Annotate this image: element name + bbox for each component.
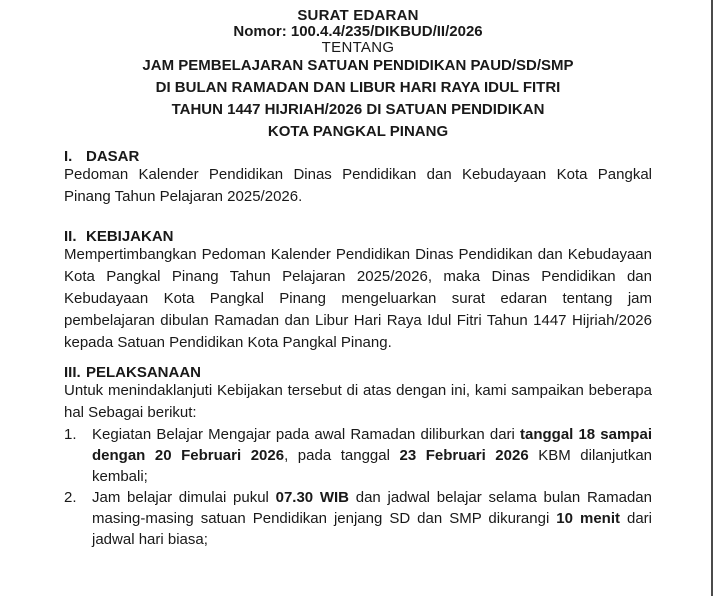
subject-line: JAM PEMBELAJARAN SATUAN PENDIDIKAN PAUD/SD/SMP (142, 57, 574, 74)
subject-block (64, 55, 652, 143)
section-heading-pelaksanaan (64, 365, 652, 380)
section-number: III. (64, 364, 81, 381)
section-pelaksanaan-paragraph: Untuk menindaklanjuti Kebijakan tersebut di atas dengan ini, kami sampaikan beberapa hal Sebagai berikut: (64, 382, 652, 421)
section-heading-kebijakan (64, 229, 652, 244)
tentang-label: TENTANG (321, 39, 395, 56)
document-number: Nomor: 100.4.4/235/DIKBUD/II/2026 (233, 23, 483, 40)
section-title: DASAR (86, 148, 140, 165)
section-kebijakan-paragraph: Mempertimbangkan Pedoman Kalender Pendidikan Dinas Pendidikan dan Kebudayaan Kota Pangkal Pinang Tahun Pelajaran 2025/2026, maka Dinas Pendidikan dan Kebudayaan Kota Pangkal Pinang mengeluarkan surat edaran tentang jam pembelajaran dibulan Ramadan dan Libur Hari Raya Idul Fitri Tahun 1447 Hijriah/2026 kepada Satuan Pendidikan Kota Pangkal Pinang. (64, 246, 652, 351)
subject-line: TAHUN 1447 HIJRIAH/2026 DI SATUAN PENDIDIKAN (171, 101, 545, 118)
section-title: PELAKSANAAN (86, 364, 202, 381)
section-title: KEBIJAKAN (86, 228, 174, 245)
subject-line: DI BULAN RAMADAN DAN LIBUR HARI RAYA IDUL FITRI (155, 79, 561, 96)
list-item-number: 1. (64, 426, 77, 443)
list-item-text: Kegiatan Belajar Mengajar pada awal Ramadan diliburkan dari tanggal 18 sampai dengan 20 Februari 2026, pada tanggal 23 Februari 2026 KBM dilanjutkan kembali; (92, 426, 653, 485)
list-item-text: Jam belajar dimulai pukul 07.30 WIB dan jadwal belajar selama bulan Ramadan masing-masing satuan Pendidikan jenjang SD dan SMP dikurangi 10 menit dari jadwal hari biasa; (92, 489, 652, 548)
list-item (64, 487, 652, 550)
section-heading-dasar (64, 149, 652, 164)
section-number: II. (64, 228, 77, 245)
document-title: SURAT EDARAN (297, 7, 419, 24)
subject-line: KOTA PANGKAL PINANG (267, 123, 449, 140)
list-item (64, 424, 652, 487)
list-item-number: 2. (64, 489, 77, 506)
section-dasar-paragraph: Pedoman Kalender Pendidikan Dinas Pendidikan dan Kebudayaan Kota Pangkal Pinang Tahun Pelajaran 2025/2026. (64, 166, 652, 205)
numbered-list (64, 424, 652, 550)
section-number: I. (64, 148, 73, 165)
page-right-edge-line (711, 0, 713, 596)
